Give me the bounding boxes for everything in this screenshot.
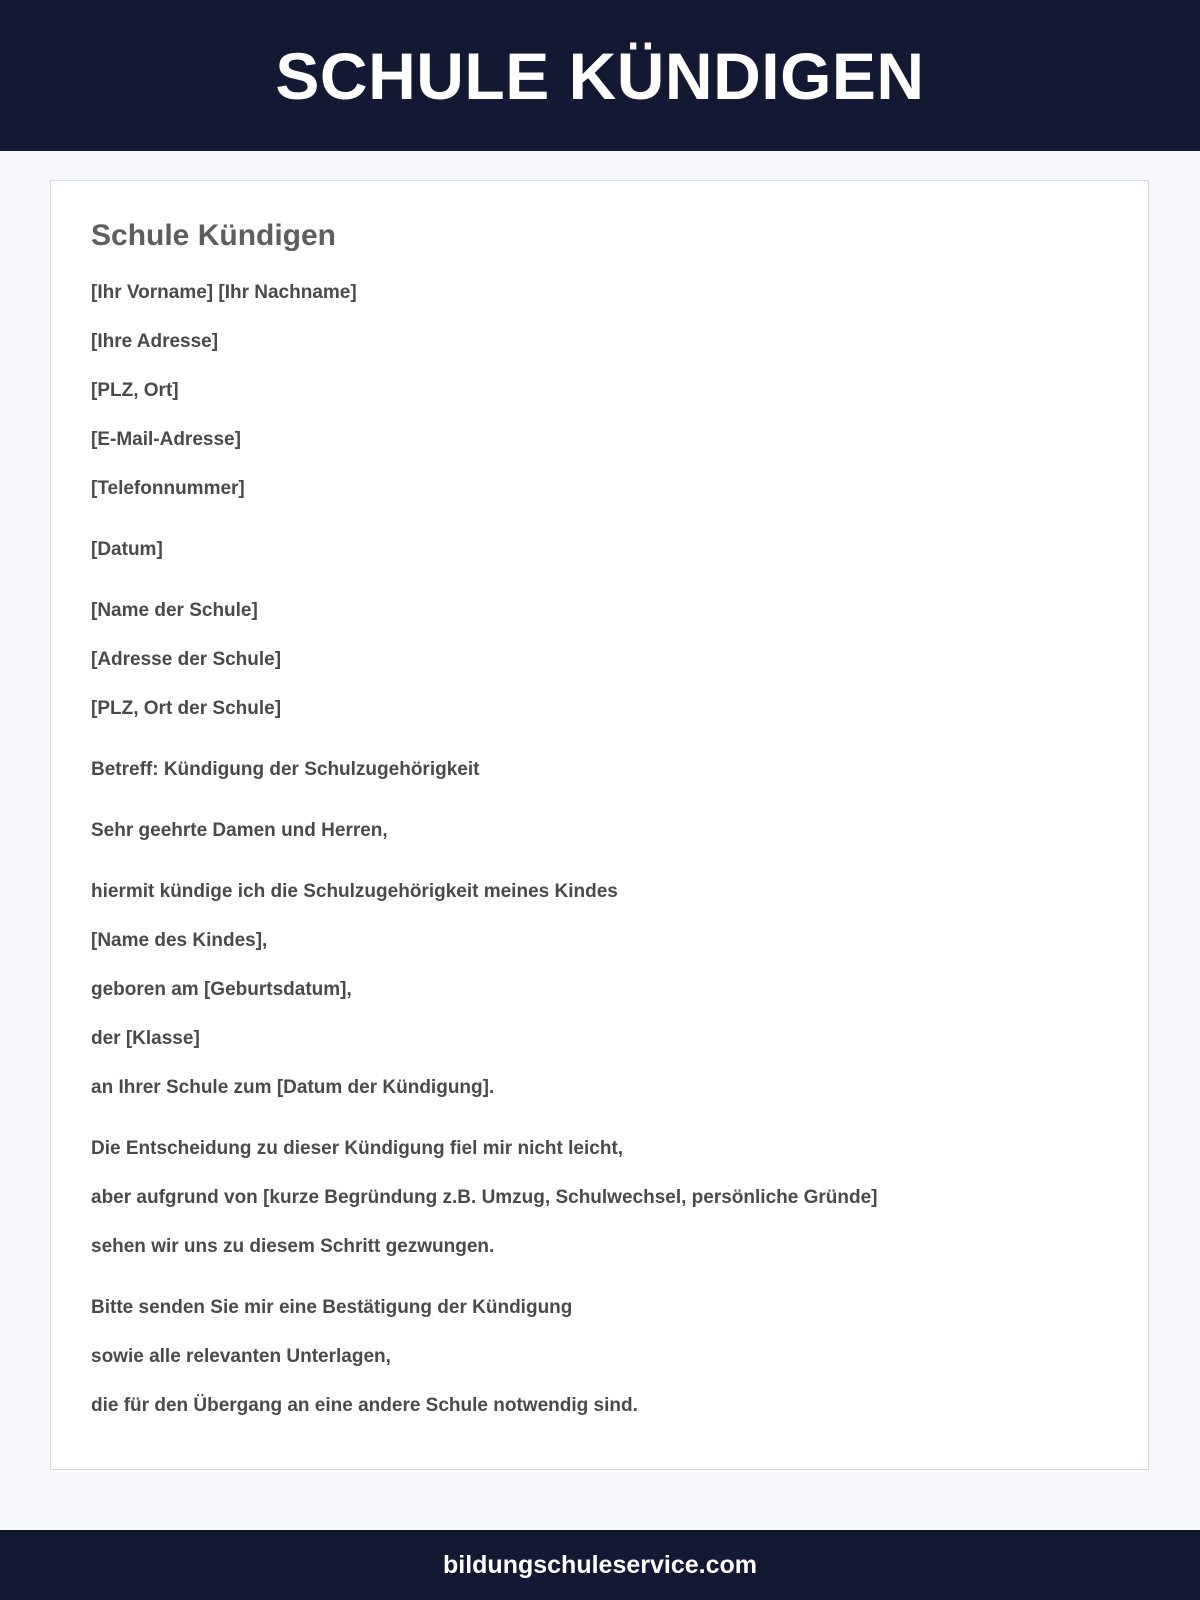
recipient-address: [Adresse der Schule] [91, 649, 282, 670]
body-line: der [Klasse] [91, 1028, 200, 1049]
body-line: die für den Übergang an eine andere Schule notwendig sind. [91, 1395, 638, 1416]
recipient-city: [PLZ, Ort der Schule] [91, 698, 282, 719]
sender-phone: [Telefonnummer] [91, 478, 245, 499]
body-line: an Ihrer Schule zum [Datum der Kündigung]. [91, 1077, 495, 1098]
body-line: hiermit kündige ich die Schulzugehörigkeit meines Kindes [91, 881, 618, 902]
letter-heading: Schule Kündigen [91, 219, 337, 252]
page-header [0, 0, 1200, 151]
body-line: Die Entscheidung zu dieser Kündigung fiel mir nicht leicht, [91, 1138, 624, 1159]
letter-date: [Datum] [91, 539, 163, 560]
footer-site-link[interactable]: bildungschuleservice.com [443, 1550, 757, 1579]
page-title: SCHULE KÜNDIGEN [275, 38, 925, 113]
body-line: geboren am [Geburtsdatum], [91, 979, 352, 1000]
sender-email: [E-Mail-Adresse] [91, 429, 241, 450]
sender-address: [Ihre Adresse] [91, 331, 219, 352]
body-line: sehen wir uns zu diesem Schritt gezwungen. [91, 1236, 495, 1257]
recipient-name: [Name der Schule] [91, 600, 258, 621]
sender-name: [Ihr Vorname] [Ihr Nachname] [91, 282, 357, 303]
letter-salutation: Sehr geehrte Damen und Herren, [91, 820, 388, 841]
sender-city: [PLZ, Ort] [91, 380, 179, 401]
body-line: Bitte senden Sie mir eine Bestätigung der Kündigung [91, 1297, 573, 1318]
body-line: sowie alle relevanten Unterlagen, [91, 1346, 391, 1367]
letter-card [50, 180, 1149, 1470]
body-line: [Name des Kindes], [91, 930, 268, 951]
page-footer [0, 1530, 1200, 1600]
letter-subject: Betreff: Kündigung der Schulzugehörigkeit [91, 759, 480, 780]
body-line: aber aufgrund von [kurze Begründung z.B. Umzug, Schulwechsel, persönliche Gründe] [91, 1187, 878, 1208]
